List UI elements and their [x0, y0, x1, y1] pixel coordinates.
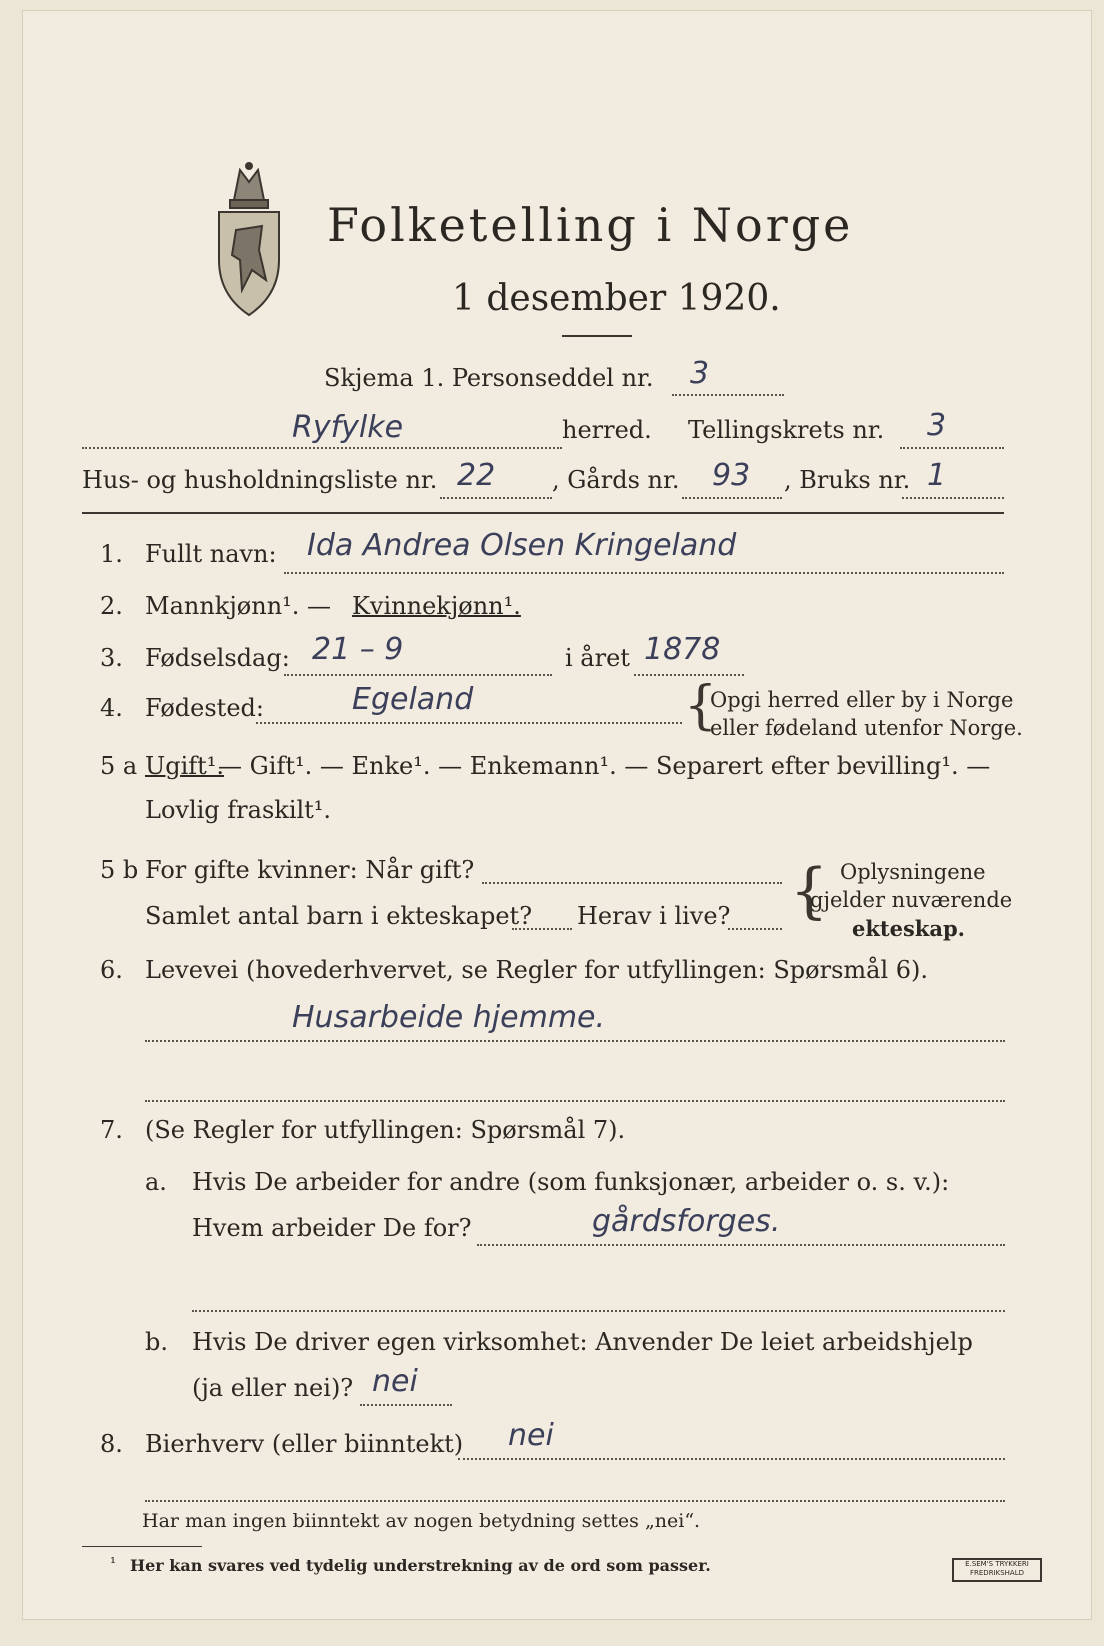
hus-line	[440, 497, 552, 499]
hus-label: Hus- og husholdningsliste nr.	[82, 466, 438, 494]
footnote-text: Her kan svares ved tydelig understrekning av de ord som passer.	[130, 1556, 711, 1575]
q4-note-2: eller fødeland utenfor Norge.	[710, 716, 1023, 740]
census-form	[22, 10, 1092, 1620]
printer-stamp: E.SEM'S TRYKKERI FREDRIKSHALD	[952, 1558, 1042, 1582]
q7b-line	[360, 1404, 452, 1406]
q7a-line	[477, 1244, 1005, 1246]
q1-number: 1.	[100, 540, 123, 568]
footnote-mark: ¹	[110, 1554, 117, 1572]
q5b-brace: {	[790, 856, 829, 926]
census-date: 1 desember 1920.	[452, 278, 781, 319]
q5a-line2: Lovlig fraskilt¹.	[145, 796, 332, 824]
title-divider	[562, 335, 632, 337]
gards-line	[682, 497, 782, 499]
footnote-divider	[82, 1546, 202, 1547]
q8-label: Bierhverv (eller biinntekt)	[145, 1430, 464, 1458]
q3-birth-year: 1878	[644, 632, 721, 667]
q5b-label-children: Samlet antal barn i ekteskapet?	[145, 902, 533, 930]
q5b-note-2: gjelder nuværende	[810, 888, 1013, 912]
q6-label: Levevei (hovederhvervet, se Regler for utfyllingen: Spørsmål 6).	[145, 956, 929, 984]
q6-occupation: Husarbeide hjemme.	[292, 1000, 606, 1035]
gards-value: 93	[712, 458, 751, 493]
q1-line	[284, 572, 1004, 574]
q7b-number: b.	[145, 1328, 168, 1356]
q2-male: Mannkjønn¹. —	[145, 592, 332, 620]
q4-birthplace: Egeland	[352, 682, 474, 717]
tellingskrets-label: Tellingskrets nr.	[688, 416, 885, 444]
q3-label: Fødselsdag:	[145, 644, 290, 672]
q7b-answer: nei	[372, 1364, 418, 1399]
q7b-label-1: Hvis De driver egen virksomhet: Anvender De leiet arbeidshjelp	[192, 1328, 973, 1356]
q7-label: (Se Regler for utfyllingen: Spørsmål 7).	[145, 1116, 626, 1144]
schema-label: Skjema 1. Personseddel nr.	[324, 364, 654, 392]
herred-line	[82, 447, 562, 449]
personseddel-line	[672, 394, 784, 396]
q2-female-underlined: Kvinnekjønn¹.	[352, 592, 521, 620]
q4-note-1: Opgi herred eller by i Norge	[710, 688, 1014, 712]
q6-line-1	[145, 1040, 1005, 1042]
herred-value: Ryfylke	[292, 410, 404, 445]
q7a-line-2	[192, 1310, 1005, 1312]
bruks-line	[902, 497, 1004, 499]
tellingskrets-line	[900, 447, 1004, 449]
q8-line-2	[145, 1500, 1005, 1502]
q5a-ugift-underlined: Ugift¹.	[145, 752, 225, 780]
q1-full-name: Ida Andrea Olsen Kringeland	[307, 528, 737, 563]
q7a-employer: gårdsforges.	[592, 1204, 781, 1239]
q7-number: 7.	[100, 1116, 123, 1144]
q3-birth-day: 21 – 9	[312, 632, 404, 667]
personseddel-value: 3	[690, 356, 710, 391]
hus-value: 22	[457, 458, 496, 493]
q8-number: 8.	[100, 1430, 123, 1458]
gards-label: , Gårds nr.	[552, 466, 680, 494]
q4-brace: {	[684, 676, 718, 736]
q7a-number: a.	[145, 1168, 167, 1196]
q3-year-label: i året	[565, 644, 630, 672]
footer-note: Har man ingen biinntekt av nogen betydning settes „nei“.	[142, 1510, 701, 1532]
q5b-alive-line	[728, 928, 782, 930]
q2-number: 2.	[100, 592, 123, 620]
q3-number: 3.	[100, 644, 123, 672]
header-divider	[82, 512, 1004, 514]
q3-day-line	[284, 674, 552, 676]
q5b-note-3: ekteskap.	[852, 916, 965, 941]
q5b-label-alive: Herav i live?	[577, 902, 731, 930]
q4-line	[256, 722, 682, 724]
q7a-label-2: Hvem arbeider De for?	[192, 1214, 472, 1242]
bruks-label: , Bruks nr.	[784, 466, 911, 494]
q6-line-2	[145, 1100, 1005, 1102]
q8-line	[458, 1458, 1005, 1460]
q7b-label-2: (ja eller nei)?	[192, 1374, 354, 1402]
q6-number: 6.	[100, 956, 123, 984]
q5b-label-married: For gifte kvinner: Når gift?	[145, 856, 475, 884]
tellingskrets-value: 3	[927, 408, 947, 443]
q1-label: Fullt navn:	[145, 540, 277, 568]
q4-number: 4.	[100, 694, 123, 722]
q5b-children-line	[512, 928, 572, 930]
bruks-value: 1	[927, 458, 947, 493]
herred-label: herred.	[562, 416, 652, 444]
norwegian-coat-of-arms-icon	[204, 160, 294, 320]
q4-label: Fødested:	[145, 694, 264, 722]
q8-answer: nei	[508, 1418, 554, 1453]
q5a-options: — Gift¹. — Enke¹. — Enkemann¹. — Separert efter bevilling¹. —	[218, 752, 991, 780]
q5b-married-line	[482, 882, 782, 884]
form-title: Folketelling i Norge	[327, 198, 854, 252]
q5a-number: 5 a	[100, 752, 138, 780]
q5b-note-1: Oplysningene	[840, 860, 986, 884]
q7a-label-1: Hvis De arbeider for andre (som funksjonær, arbeider o. s. v.):	[192, 1168, 950, 1196]
q5b-number: 5 b	[100, 856, 139, 884]
